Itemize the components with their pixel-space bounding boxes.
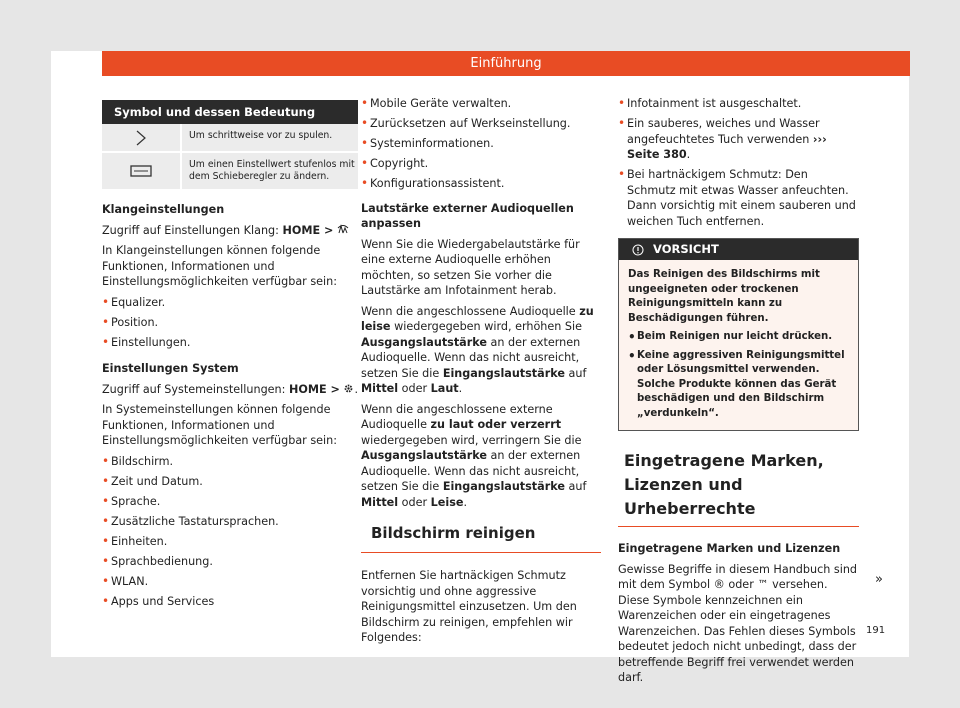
klang-title: Klangeinstellungen bbox=[102, 203, 225, 216]
list-item: • Infotainment ist ausgeschaltet. bbox=[618, 96, 859, 112]
list-item: • Equalizer. bbox=[102, 295, 358, 311]
list-item: • Keine aggressiven Reinigungsmittel oder Lösungsmittel verwenden. Solche Produkte können das Gerät beschädigen und den Bildschirm „verdunkeln“. bbox=[628, 349, 849, 422]
system-intro: In Systemeinstellungen können folgende Funktionen, Informationen und Einstellungsmöglichkeiten verfügbar sein: bbox=[102, 403, 338, 447]
system-list bbox=[102, 454, 358, 610]
sound-settings-icon bbox=[337, 224, 349, 235]
table-row-text: Um einen Einstellwert stufenlos mit dem Schieberegler zu ändern. bbox=[189, 159, 355, 182]
chapter-header: Einführung bbox=[102, 51, 910, 76]
list-item: • Sprache. bbox=[102, 494, 358, 510]
caution-header: VORSICHT bbox=[619, 239, 858, 260]
table-row bbox=[102, 124, 358, 153]
list-item: • WLAN. bbox=[102, 574, 358, 590]
screen-section-title: Bildschirm reinigen bbox=[361, 523, 601, 553]
continue-mark: » bbox=[875, 572, 883, 587]
screen-paragraph: Entfernen Sie hartnäckigen Schmutz vorsichtig und ohne aggressive Reinigungsmittel einzusetzen. Um den Bildschirm zu reinigen, empfehlen wir Folgendes: bbox=[361, 569, 577, 644]
caution-box bbox=[618, 238, 859, 431]
list-item: • Copyright. bbox=[361, 156, 601, 172]
marks-subtitle: Eingetragene Marken und Lizenzen bbox=[618, 542, 841, 555]
list-item: • Mobile Geräte verwalten. bbox=[361, 96, 601, 112]
audio-title: Lautstärke externer Audioquellen anpassen bbox=[361, 201, 574, 230]
list-item: • Bildschirm. bbox=[102, 454, 358, 470]
klang-list bbox=[102, 295, 358, 351]
caution-paragraph: Das Reinigen des Bildschirms mit ungeeigneten oder trockenen Reinigungsmitteln kann zu Beschädigungen führen. bbox=[628, 269, 820, 324]
system-access: Zugriff auf Systemeinstellungen: HOME > . bbox=[102, 382, 359, 396]
table-row-text: Um schrittweise vor zu spulen. bbox=[189, 130, 333, 141]
list-item: • Systeminformationen. bbox=[361, 136, 601, 152]
audio-paragraph-2: Wenn die angeschlossene Audioquelle zu leise wiedergegeben wird, erhöhen Sie Ausgangslautstärke an der externen Audioquelle. Wenn das nicht ausreicht, setzen Sie die Eingangslautstärke auf Mittel oder Laut. bbox=[361, 304, 594, 395]
caution-list bbox=[628, 330, 849, 421]
list-item: • Beim Reinigen nur leicht drücken. bbox=[628, 330, 849, 345]
table-row bbox=[102, 153, 358, 191]
gear-icon bbox=[343, 383, 354, 394]
list-item: • Position. bbox=[102, 315, 358, 331]
list-item: • Zusätzliche Tastatursprachen. bbox=[102, 514, 358, 530]
warning-icon bbox=[632, 244, 644, 256]
symbol-table bbox=[102, 100, 358, 191]
marks-section-title: Eingetragene Marken, Lizenzen und Urheberrechte bbox=[618, 449, 859, 527]
chevron-right-icon bbox=[102, 124, 182, 151]
page bbox=[51, 51, 909, 684]
system-title: Einstellungen System bbox=[102, 362, 239, 375]
page-number: 191 bbox=[866, 625, 886, 636]
list-item: • Bei hartnäckigem Schmutz: Den Schmutz mit etwas Wasser anfeuchten. Dann vorsichtig mit einem sauberen und weichen Tuch entfernen. bbox=[618, 167, 859, 229]
list-item: • Ein sauberes, weiches und Wasser angefeuchtetes Tuch verwenden ››› Seite 380. bbox=[618, 116, 859, 163]
marks-paragraph: Gewisse Begriffe in diesem Handbuch sind mit dem Symbol ® oder ™ versehen. Diese Symbole kennzeichnen ein Warenzeichen oder ein eingetragenes Warenzeichen. Das Fehlen dieses Symbols bedeutet jedoch nicht unbedingt, dass der betreffende Begriff frei verwendet werden darf. bbox=[618, 562, 858, 684]
klang-access: Zugriff auf Einstellungen Klang: HOME > bbox=[102, 223, 358, 239]
cleaning-list bbox=[618, 96, 859, 229]
list-item: • Konfigurationsassistent. bbox=[361, 176, 601, 192]
audio-paragraph-3: Wenn die angeschlossene externe Audioquelle zu laut oder verzerrt wiedergegeben wird, verringern Sie die Ausgangslautstärke an der externen Audioquelle. Wenn das nicht ausreicht, setzen Sie die Eingangslautstärke auf Mittel oder Leise. bbox=[361, 402, 587, 509]
column-2 bbox=[361, 96, 601, 651]
klang-intro: In Klangeinstellungen können folgende Funktionen, Informationen und Einstellungsmöglichkeiten verfügbar sein: bbox=[102, 244, 338, 288]
column-3 bbox=[618, 96, 859, 691]
system-list-cont bbox=[361, 96, 601, 192]
list-item: • Apps und Services bbox=[102, 594, 358, 610]
list-item: • Zeit und Datum. bbox=[102, 474, 358, 490]
audio-paragraph-1: Wenn Sie die Wiedergabelautstärke für eine externe Audioquelle erhöhen möchten, so setzen Sie vorher die Lautstärke am Infotainment herab. bbox=[361, 237, 580, 297]
klang-section bbox=[102, 202, 358, 614]
symbol-table-header: Symbol und dessen Bedeutung bbox=[102, 100, 358, 124]
slider-icon bbox=[102, 153, 182, 189]
caution-body bbox=[619, 260, 858, 430]
list-item: • Einheiten. bbox=[102, 534, 358, 550]
list-item: • Zurücksetzen auf Werkseinstellung. bbox=[361, 116, 601, 132]
list-item: • Einstellungen. bbox=[102, 335, 358, 351]
list-item: • Sprachbedienung. bbox=[102, 554, 358, 570]
